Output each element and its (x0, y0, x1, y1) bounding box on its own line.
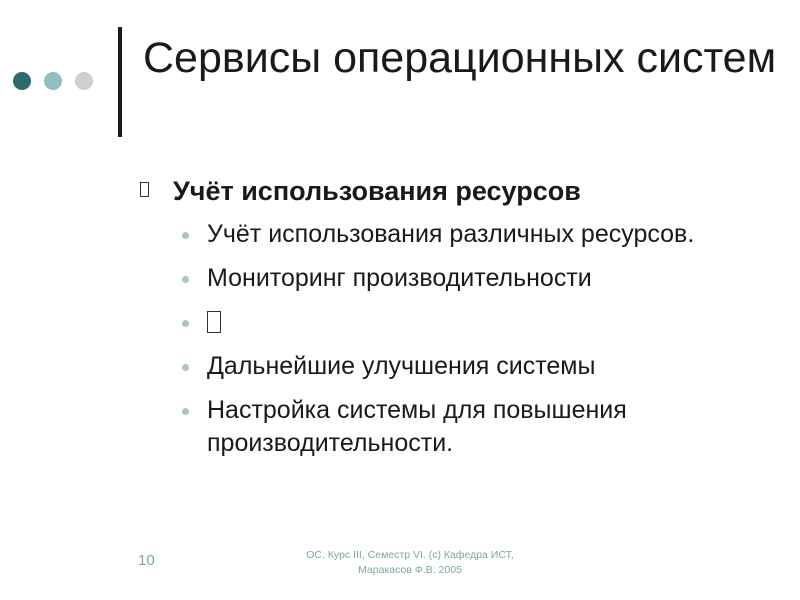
main-bullet-label: Учёт использования ресурсов (173, 176, 581, 206)
bullet-dot-icon (182, 320, 189, 327)
footer-line-2: Маракасов Ф.В. 2005 (358, 564, 462, 576)
list-item (140, 394, 780, 460)
list-item-label: Настройка системы для повышения производительности. (207, 396, 627, 457)
slide-content (140, 170, 780, 471)
decor-dot-light (75, 72, 93, 90)
square-box-icon (207, 311, 221, 333)
title-divider-bar (118, 27, 122, 137)
page-number: 10 (138, 552, 155, 569)
bullet-dot-icon (182, 232, 189, 239)
decorative-dots (13, 72, 93, 90)
footer-line-1: ОС. Курс III, Семестр VI. (c) Кафедра ИСТ, (306, 549, 514, 561)
list-item (140, 262, 780, 295)
list-item (140, 306, 780, 339)
footer-credit (280, 548, 540, 578)
slide-title: Сервисы операционных систем (143, 34, 777, 82)
list-item-label: Дальнейшие улучшения системы (207, 352, 596, 380)
list-item (140, 218, 780, 251)
decor-dot-dark (13, 72, 31, 90)
bullet-dot-icon (182, 276, 189, 283)
bullet-dot-icon (182, 364, 189, 371)
list-item-label: Учёт использования различных ресурсов. (207, 220, 695, 248)
decor-dot-medium (44, 72, 62, 90)
sub-bullet-list (140, 218, 780, 460)
list-item (140, 350, 780, 383)
bullet-dot-icon (182, 408, 189, 415)
list-item-label: Мониторинг производительности (207, 264, 592, 292)
main-bullet-item (140, 170, 780, 212)
square-box-icon (140, 182, 149, 197)
